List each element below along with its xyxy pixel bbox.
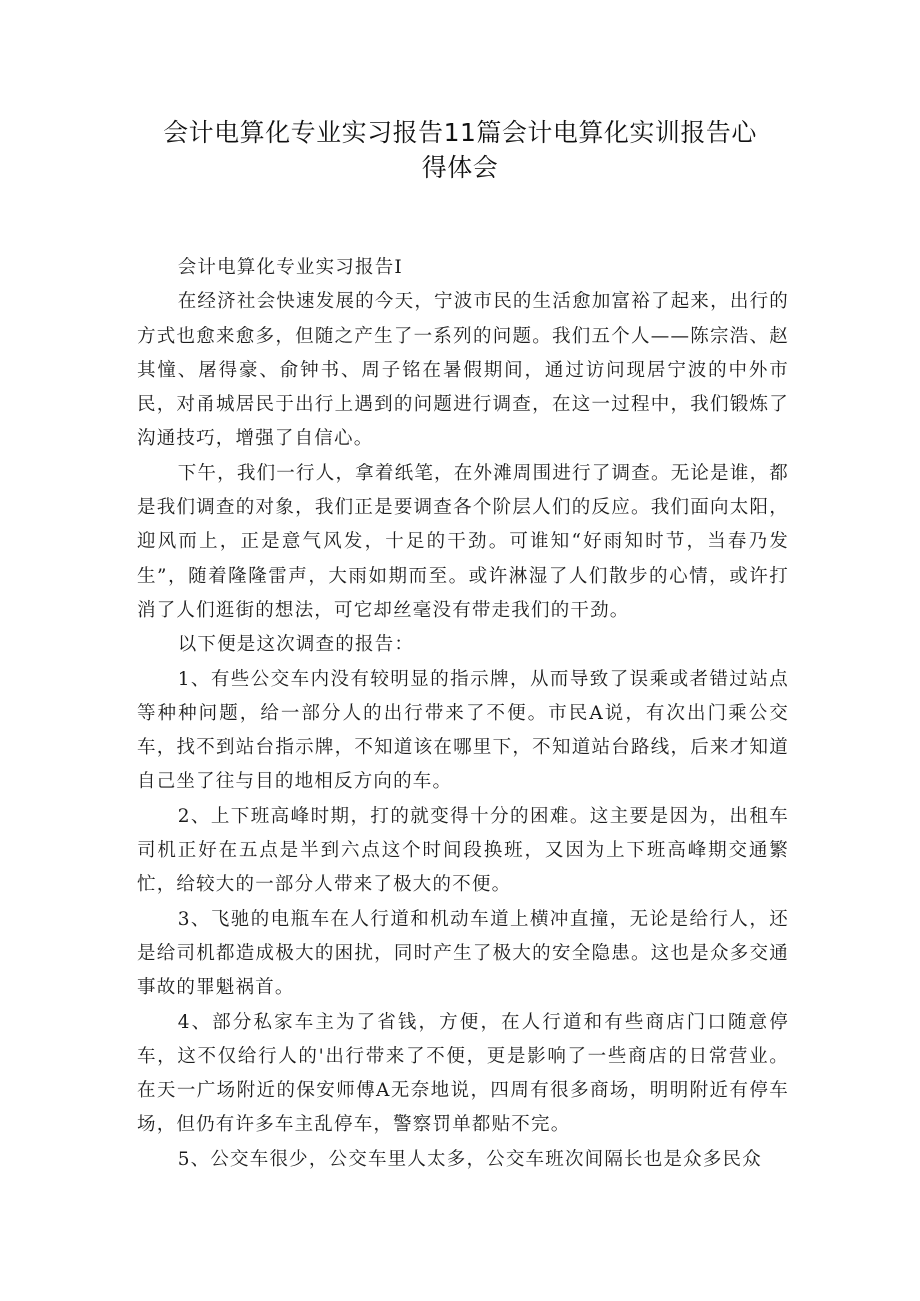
paragraph-item-1: 1、有些公交车内没有较明显的指示牌，从而导致了误乘或者错过站点等种种问题，给一部分人的出行带来了不便。市民A说，有次出门乘公交车，找不到站台指示牌，不知道该在哪里下，不知道站台路线，后来才知道自己坐了往与目的地相反方向的车。: [137, 668, 789, 793]
paragraph-report-lead: 以下便是这次调查的报告：: [177, 634, 415, 656]
paragraph-item-5: 5、公交车很少，公交车里人太多，公交车班次间隔长也是众多民众: [177, 1148, 762, 1170]
paragraph-survey: 下午，我们一行人，拿着纸笔，在外滩周围进行了调查。无论是谁，都是我们调查的对象，我们正是要调查各个阶层人们的反应。我们面向太阳，迎风而上，正是意气风发，十足的干劲。可谁知“好雨知时节，当春乃发生”，随着隆隆雷声，大雨如期而至。或许淋湿了人们散步的心情，或许打消了人们逛街的想法，可它却丝毫没有带走我们的干劲。: [137, 462, 789, 621]
paragraph-item-4: 4、部分私家车主为了省钱，方便，在人行道和有些商店门口随意停车，这不仅给行人的'出行带来了不便，更是影响了一些商店的日常营业。在天一广场附近的保安师傅A无奈地说，四周有很多商场，明明附近有停车场，但仍有许多车主乱停车，警察罚单都贴不完。: [137, 1011, 789, 1136]
document-body: [137, 251, 789, 1177]
section-heading: 会计电算化专业实习报告Ⅰ: [177, 257, 403, 278]
paragraph-item-3: 3、飞驰的电瓶车在人行道和机动车道上横冲直撞，无论是给行人，还是给司机都造成极大的困扰，同时产生了极大的安全隐患。这也是众多交通事故的罪魁祸首。: [137, 908, 789, 999]
document-title-line-1: 会计电算化专业实习报告11篇会计电算化实训报告心: [163, 118, 757, 147]
document-title-line-2: 得体会: [421, 153, 499, 182]
paragraph-item-2: 2、上下班高峰时期，打的就变得十分的困难。这主要是因为，出租车司机正好在五点是半到六点这个时间段换班，又因为上下班高峰期交通繁忙，给较大的一部分人带来了极大的不便。: [137, 805, 789, 896]
paragraph-intro: 在经济社会快速发展的今天，宁波市民的生活愈加富裕了起来，出行的方式也愈来愈多，但随之产生了一系列的问题。我们五个人——陈宗浩、赵其憧、屠得豪、俞钟书、周子铭在暑假期间，通过访问现居宁波的中外市民，对甬城居民于出行上遇到的问题进行调查，在这一过程中，我们锻炼了沟通技巧，增强了自信心。: [137, 291, 789, 450]
